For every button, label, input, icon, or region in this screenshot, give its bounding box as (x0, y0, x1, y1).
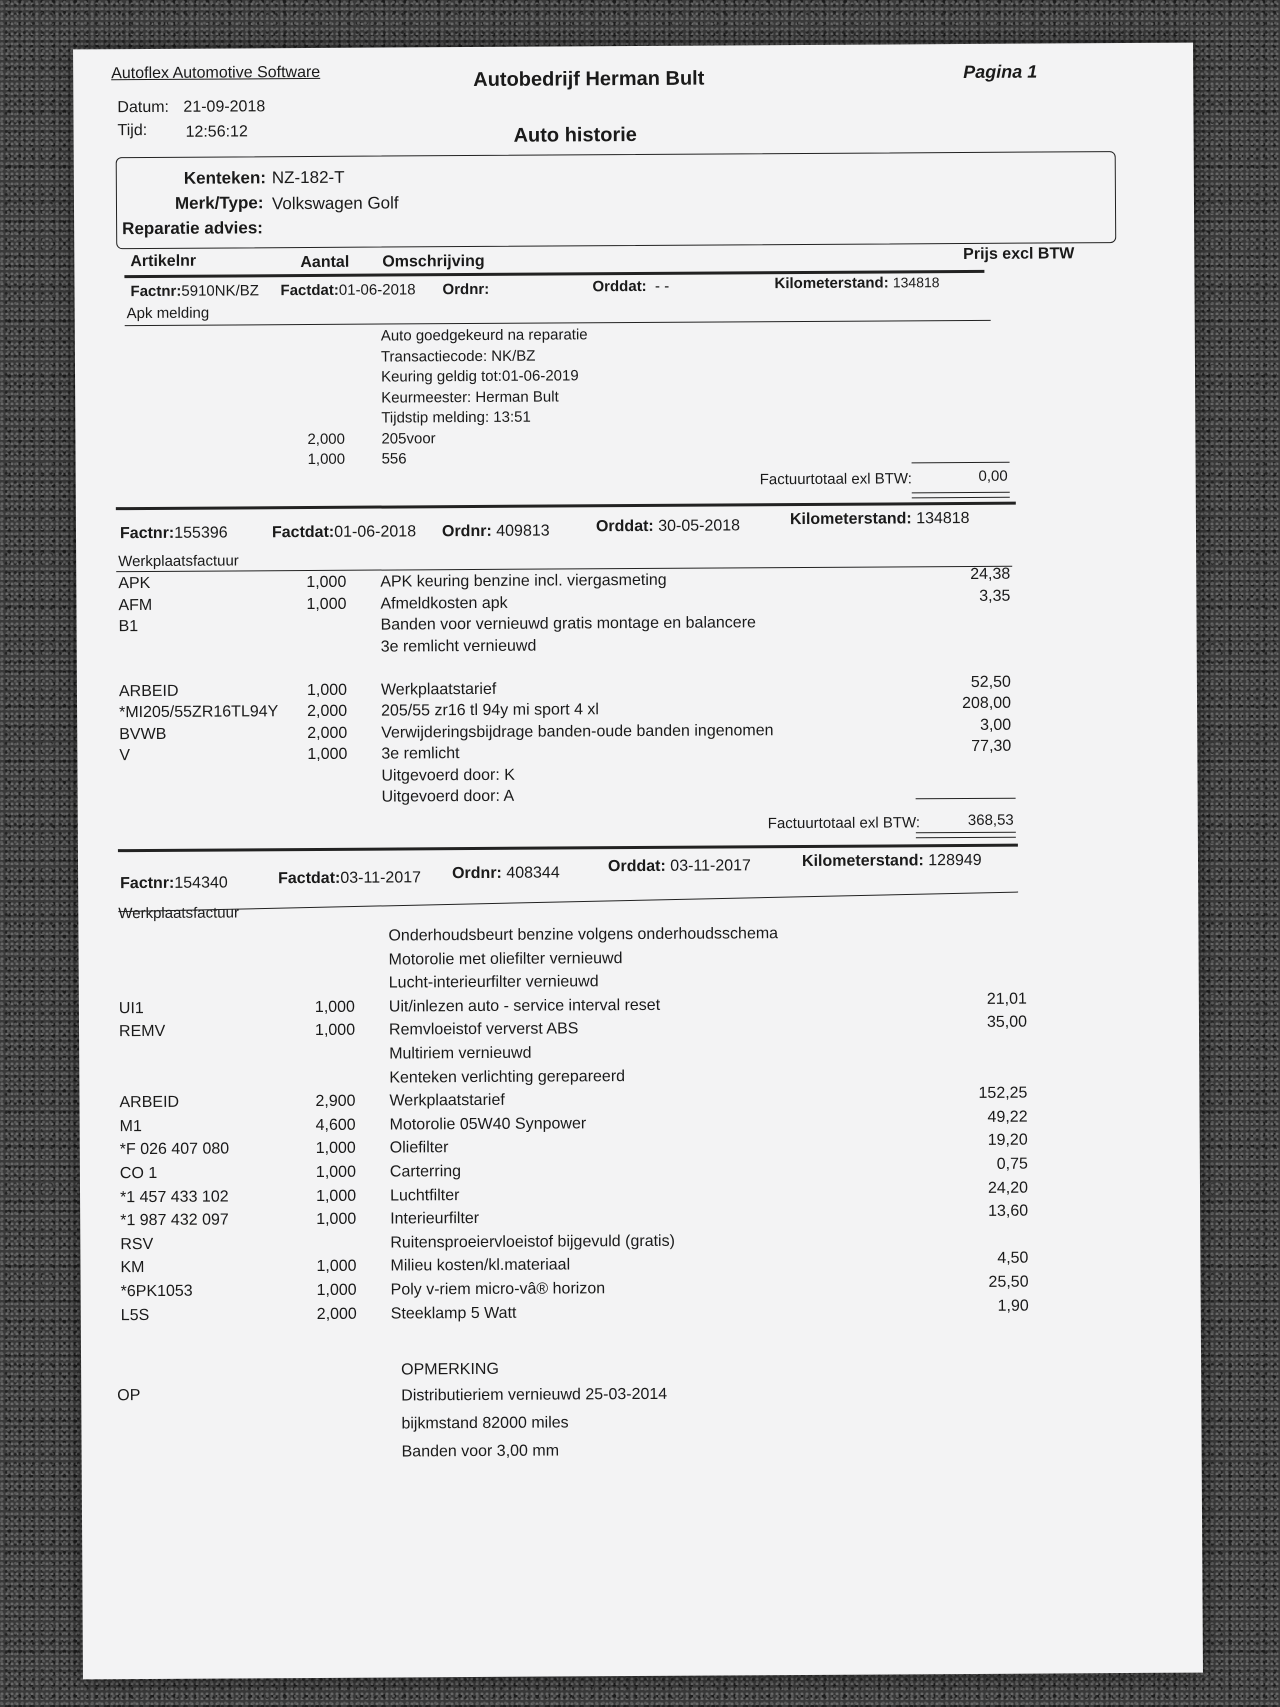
inv3-type: Werkplaatsfactuur (118, 904, 239, 923)
remark-line: Distributieriem vernieuwd 25-03-2014 (401, 1385, 668, 1405)
line-artikelnr: KM (120, 1259, 145, 1277)
line-prijs: 3,35 (979, 587, 1011, 605)
inv1-ordnr-label: Ordnr: (442, 280, 490, 299)
line-prijs: 0,75 (996, 1155, 1028, 1173)
line-prijs: 52,50 (970, 673, 1011, 691)
inv2-rule (116, 566, 1012, 572)
line-artikelnr: REMV (118, 1023, 166, 1041)
line-omschrijving: Carterring (389, 1163, 462, 1181)
line-omschrijving: Tijdstip melding: 13:51 (381, 408, 531, 427)
remark-code: OP (117, 1387, 141, 1405)
line-prijs (915, 381, 1005, 382)
software-name: Autoflex Automotive Software (111, 63, 321, 83)
tijd-label: Tijd: (117, 121, 148, 140)
line-prijs (937, 1038, 1027, 1039)
line-prijs: 24,38 (970, 565, 1011, 583)
inv3-rule (118, 892, 1018, 913)
inv3-factdat-label: Factdat:03-11-2017 (278, 869, 422, 888)
line-prijs: 208,00 (962, 694, 1012, 713)
line-omschrijving: 205/55 zr16 tl 94y mi sport 4 xl (381, 701, 600, 720)
line-artikelnr: B1 (118, 618, 139, 636)
line-omschrijving: Milieu kosten/kl.materiaal (390, 1256, 571, 1275)
inv2-total-label: Factuurtotaal exl BTW: (767, 814, 921, 833)
line-prijs (921, 630, 1011, 631)
line-aantal: 2,000 (307, 724, 348, 742)
remark-title: OPMERKING (401, 1360, 499, 1379)
merk-label: Merk/Type: (174, 193, 264, 213)
line-prijs: 24,20 (987, 1179, 1029, 1197)
inv2-orddat-label: Orddat: 30-05-2018 (595, 517, 741, 536)
line-aantal: 1,000 (306, 681, 348, 699)
line-omschrijving: APK keuring benzine incl. viergasmeting (380, 571, 667, 591)
inv2-type: Werkplaatsfactuur (118, 552, 239, 571)
line-prijs (936, 920, 1026, 921)
line-prijs: 1,90 (997, 1297, 1029, 1315)
inv2-factdat-label: Factdat:01-06-2018 (271, 523, 417, 542)
col-omschrijving: Omschrijving (382, 252, 485, 271)
line-prijs (921, 759, 1011, 760)
inv3-ordnr-label: Ordnr: 408344 (452, 864, 560, 883)
line-artikelnr: *1 457 433 102 (119, 1188, 229, 1206)
col-aantal: Aantal (300, 253, 350, 272)
line-artikelnr: BVWB (119, 725, 167, 743)
inv1-end-rule (116, 502, 1016, 510)
inv1-total-label: Factuurtotaal exl BTW: (759, 470, 913, 489)
line-omschrijving: Steeklamp 5 Watt (390, 1304, 517, 1323)
line-prijs (938, 1226, 1028, 1227)
line-omschrijving: Motorolie met oliefilter vernieuwd (388, 949, 623, 969)
line-omschrijving: Uitgevoerd door: K (381, 766, 515, 785)
line-prijs (921, 652, 1011, 653)
company-name: Autobedrijf Herman Bult (473, 67, 705, 91)
line-prijs: 19,20 (987, 1132, 1028, 1150)
line-omschrijving: Kenteken verlichting gerepareerd (389, 1067, 626, 1087)
line-aantal: 4,600 (315, 1116, 356, 1134)
line-prijs (937, 1061, 1027, 1062)
line-aantal: 1,000 (316, 1210, 357, 1229)
page-title: Auto historie (513, 123, 637, 147)
remark-line: bijkmstand 82000 miles (401, 1414, 569, 1433)
line-artikelnr: V (119, 747, 131, 765)
line-aantal: 1,000 (306, 595, 347, 613)
vehicle-box (116, 151, 1117, 249)
line-omschrijving: Poly v-riem micro-vâ® horizon (390, 1280, 606, 1299)
inv2-km-label: Kilometerstand: 134818 (789, 509, 970, 529)
line-omschrijving: Verwijderingsbijdrage banden-oude banden ingenomen (381, 721, 774, 742)
line-aantal: 1,000 (314, 998, 355, 1016)
inv2-ordnr-label: Ordnr: 409813 (441, 522, 550, 541)
line-omschrijving: Keuring geldig tot:01-06-2019 (380, 367, 579, 386)
line-omschrijving: 3e remlicht (381, 745, 460, 763)
line-artikelnr: *MI205/55ZR16TL94Y (119, 703, 279, 722)
line-omschrijving: Ruitensproeiervloeistof bijgevuld (gratis) (390, 1232, 675, 1252)
line-aantal: 2,000 (316, 1305, 357, 1323)
line-omschrijving: Multiriem vernieuwd (389, 1044, 532, 1063)
inv1-factnr-label: Factnr:5910NK/BZ (130, 282, 259, 301)
line-artikelnr: L5S (120, 1306, 150, 1324)
inv1-orddat-label: Orddat: - - (592, 277, 670, 296)
line-omschrijving: 3e remlicht vernieuwd (380, 637, 537, 656)
line-omschrijving: Werkplaatstarief (380, 680, 497, 699)
line-artikelnr: *F 026 407 080 (119, 1140, 230, 1159)
line-prijs: 77,30 (971, 737, 1012, 755)
line-aantal: 2,000 (307, 702, 348, 721)
line-aantal: 1,000 (315, 1163, 356, 1181)
inv1-factdat-label: Factdat:01-06-2018 (280, 281, 416, 300)
tijd-value: 12:56:12 (185, 123, 248, 141)
col-artikelnr: Artikelnr (130, 252, 197, 271)
inv1-rule (125, 320, 991, 326)
line-artikelnr: *6PK1053 (120, 1282, 193, 1301)
inv3-factnr-label: Factnr:154340 (120, 874, 228, 893)
line-artikelnr: M1 (119, 1117, 142, 1135)
line-artikelnr: APK (118, 574, 151, 593)
line-omschrijving: Banden voor vernieuwd gratis montage en balancere (380, 614, 756, 634)
inv1-km-label: Kilometerstand: 134818 (774, 274, 940, 293)
line-prijs (937, 967, 1027, 968)
line-artikelnr: *1 987 432 097 (120, 1211, 229, 1230)
line-omschrijving: Werkplaatstarief (389, 1092, 505, 1110)
line-omschrijving: 205voor (381, 429, 436, 448)
line-aantal: 1,000 (306, 573, 347, 592)
line-omschrijving: Remvloeistof ververst ABS (388, 1020, 579, 1039)
line-aantal: 1,000 (315, 1187, 357, 1205)
line-omschrijving: Auto goedgekeurd na reparatie (380, 326, 588, 345)
line-omschrijving: Motorolie 05W40 Synpower (389, 1115, 587, 1134)
line-prijs (937, 943, 1027, 944)
line-aantal: 1,000 (314, 1022, 356, 1040)
datum-label: Datum: (117, 98, 170, 117)
line-omschrijving: Afmeldkosten apk (380, 594, 508, 613)
inv3-orddat-label: Orddat: 03-11-2017 (607, 857, 751, 876)
kenteken-value: NZ-182-T (271, 167, 345, 188)
line-prijs: 13,60 (988, 1202, 1029, 1221)
line-aantal: 1,000 (307, 450, 346, 469)
line-prijs (915, 340, 1005, 341)
inv2-total-double-rule (916, 832, 1016, 839)
line-aantal: 1,000 (315, 1140, 356, 1158)
inv2-total-value: 368,53 (967, 811, 1014, 829)
line-artikelnr: CO 1 (119, 1164, 158, 1183)
kenteken-label: Kenteken: (183, 168, 267, 188)
line-omschrijving: Onderhoudsbeurt benzine volgens onderhoudsschema (388, 925, 779, 945)
line-aantal: 2,900 (315, 1092, 356, 1111)
page-number: Pagina 1 (963, 61, 1038, 82)
line-omschrijving: Keurmeester: Herman Bult (381, 387, 559, 407)
merk-value: Volkswagen Golf (271, 193, 399, 214)
inv1-total-double-rule (912, 492, 1010, 499)
line-prijs: 152,25 (978, 1084, 1028, 1103)
line-aantal: 1,000 (316, 1258, 357, 1276)
line-prijs (915, 443, 1005, 444)
line-artikelnr: RSV (120, 1235, 154, 1253)
line-artikelnr: ARBEID (118, 682, 179, 700)
remark-line: Banden voor 3,00 mm (401, 1442, 560, 1461)
line-omschrijving: 556 (381, 450, 407, 468)
line-omschrijving: Oliefilter (389, 1139, 449, 1157)
line-omschrijving: Lucht-interieurfilter vernieuwd (388, 973, 599, 992)
line-artikelnr: ARBEID (119, 1093, 180, 1112)
datum-value: 21-09-2018 (183, 98, 266, 116)
line-prijs: 4,50 (997, 1250, 1029, 1268)
inv1-total-rule (912, 462, 1010, 464)
col-prijs: Prijs excl BTW (963, 245, 1075, 264)
line-omschrijving: Transactiecode: NK/BZ (380, 347, 536, 366)
line-prijs (915, 402, 1005, 403)
line-prijs (915, 361, 1005, 362)
inv2-factnr-label: Factnr:155396 (119, 524, 228, 543)
inv2-end-rule (118, 844, 1018, 852)
line-prijs (920, 609, 1010, 610)
line-prijs: 35,00 (986, 1014, 1028, 1032)
line-prijs: 21,01 (986, 990, 1027, 1008)
line-omschrijving: Uit/inlezen auto - service interval reset (388, 996, 661, 1016)
line-aantal: 2,000 (307, 430, 346, 448)
reparatie-label: Reparatie advies: (122, 218, 263, 239)
inv2-total-rule (916, 798, 1016, 800)
document-page (73, 43, 1203, 1680)
line-aantal: 1,000 (316, 1281, 357, 1299)
inv1-total-value: 0,00 (978, 467, 1008, 485)
line-prijs (915, 422, 1005, 423)
line-omschrijving: Luchtfilter (389, 1186, 460, 1205)
line-prijs: 3,00 (979, 716, 1012, 734)
line-omschrijving: Uitgevoerd door: A (381, 787, 515, 806)
line-artikelnr: UI1 (118, 999, 144, 1017)
line-prijs: 49,22 (987, 1108, 1028, 1126)
inv3-km-label: Kilometerstand: 128949 (801, 851, 982, 870)
line-prijs (922, 781, 1012, 782)
line-omschrijving: Interieurfilter (390, 1210, 480, 1228)
line-prijs: 25,50 (988, 1273, 1029, 1291)
line-artikelnr: AFM (118, 596, 153, 614)
line-aantal: 1,000 (307, 745, 348, 764)
inv1-type: Apk melding (126, 304, 210, 323)
